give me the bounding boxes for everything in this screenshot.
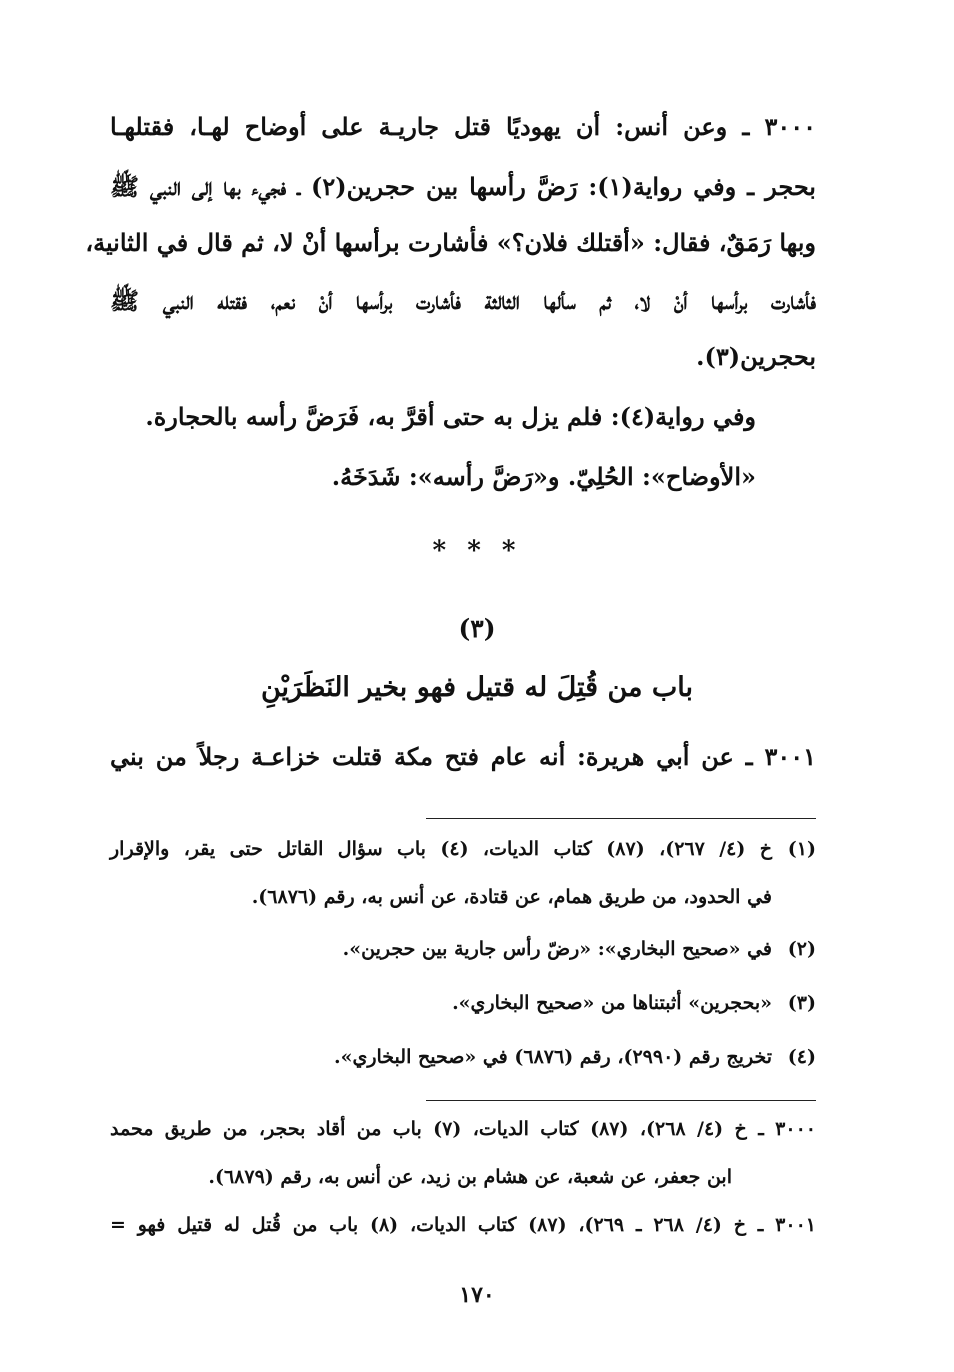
footnote-2-text: في «صحيح البخاري»: «رضّ رأس جارية بين حجرين». [342, 938, 772, 960]
footnote-1-line-2: في الحدود، من طريق همام، عن قتادة، عن أنس به، رقم (٦٨٧٦). [251, 886, 772, 908]
footnote-divider [426, 818, 816, 819]
hadith-3000-alt-narration: وفي رواية(٤): فلم يزل به حتى أقرَّ به، فَرَضَّ رأسه بالحجارة. [145, 402, 756, 431]
source-3000-line-1: ٣٠٠٠ ـ خ (٤/ ٢٦٨)، (٨٧) كتاب الديات، (٧) باب من أقاد بحجر، من طريق محمد [110, 1118, 816, 1140]
footnote-4-text: تخريج رقم (٢٩٩٠)، رقم (٦٨٧٦) في «صحيح البخاري». [333, 1046, 772, 1068]
footnote-1-line-1 [110, 838, 816, 860]
footnote-4-number: (٤) [787, 1046, 816, 1068]
footnote-3-text: «بحجرين» أثبتناها من «صحيح البخاري». [452, 992, 772, 1014]
footnote-3-number: (٣) [787, 992, 816, 1014]
source-3001-line-1: ٣٠٠١ ـ خ (٤/ ٢٦٨ ـ ٢٦٩)، (٨٧) كتاب الديات، (٨) باب من قُتل له قتيل فهو = [110, 1214, 816, 1236]
hadith-3001-line-1: ٣٠٠١ ـ عن أبي هريرة: أنه عام فتح مكة قتلت خزاعـة رجلاً من بني [110, 742, 816, 771]
footnote-3 [452, 992, 816, 1014]
hadith-3000-line-5: بحجرين(٣). [696, 342, 816, 371]
chapter-number: (٣) [458, 614, 496, 643]
section-separator: * * * [432, 536, 522, 566]
footnote-2-number: (٢) [787, 938, 816, 960]
footnote-4 [334, 1046, 816, 1068]
footnote-1-text: خ (٤/ ٢٦٧)، (٨٧) كتاب الديات، (٤) باب سؤال القاتل حتى يقر، والإقرار [110, 838, 773, 860]
hadith-3000-line-1: ٣٠٠٠ ـ وعن أنس: أن يهوديًا قتل جاريـة على أوضاح لهـا، فقتلهـا [110, 112, 816, 141]
source-3000-line-2: ابن جعفر، عن شعبة، عن هشام بن زيد، عن أنس به، رقم (٦٨٧٩). [208, 1166, 732, 1188]
hadith-3000-line-3: وبها رَمَقٌ، فقال: «أقتلك فلان؟» فأشارت برأسها أنْ لا، ثم قال في الثانية، [85, 228, 816, 257]
hadith-3000-line-4: فأشارت برأسها أنْ لا، ثم سألها الثالثة فأشارت برأسها أنْ نعم، فقتله النبي ﷺ [110, 286, 816, 315]
hadith-3000-line-2: بحجر ـ وفي رواية(١): رَضَّ رأسها بين حجرين(٢) ـ فجيء بها إلى النبي ﷺ [110, 172, 816, 201]
chapter-title: باب من قُتِلَ له قتيل فهو بخير النَظَرَيْنِ [260, 672, 694, 703]
page-number: ١٧٠ [459, 1282, 495, 1308]
hadith-3000-glossary: «الأوضاح»: الحُلِيّ. و«رَضَّ رأسه»: شَدَخَهُ. [331, 462, 756, 491]
footnote-1-number: (١) [787, 838, 817, 860]
sources-divider [426, 1100, 816, 1101]
footnote-2 [343, 938, 816, 960]
